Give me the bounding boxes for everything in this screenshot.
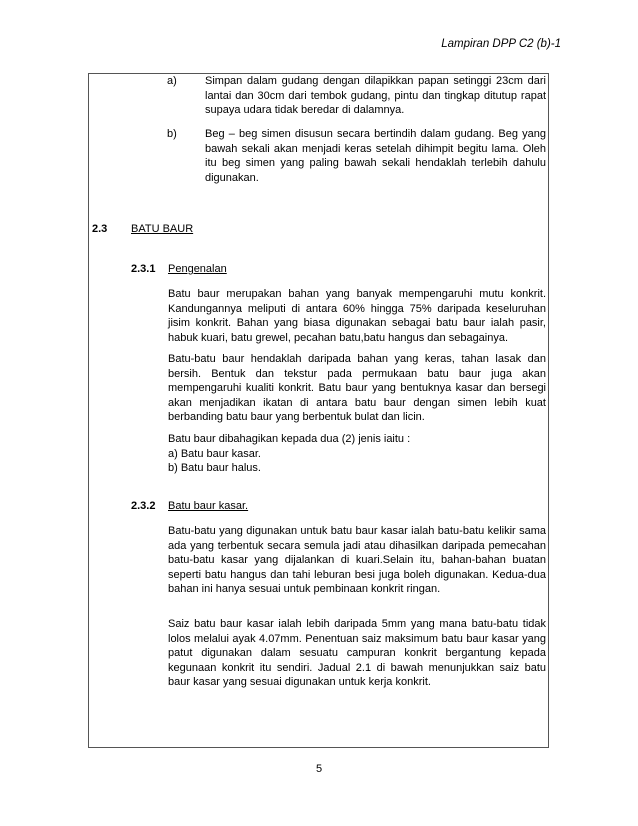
paragraph: Batu-batu baur hendaklah daripada bahan yang keras, tahan lasak dan bersih. Bentuk dan tekstur pada permukaan batu baur juga akan mempengaruhi kualiti konkrit. Batu baur yang bentuknya kasar dan bersegi akan menjadikan ikatan di antara batu baur dengan simen lebih kuat berbanding batu baur yang berbentuk bulat dan licin.: [168, 353, 546, 423]
paragraph: Saiz batu baur kasar ialah lebih daripada 5mm yang mana batu-batu tidak lolos melalui ayak 4.07mm. Penentuan saiz maksimum batu baur kasar yang patut digunakan dalam sesuatu campuran konkrit bergantung kepada kegunaan konkrit itu sendiri. Jadual 2.1 di bawah menunjukkan saiz batu baur kasar yang sesuai digunakan untuk kerja konkrit.: [168, 618, 546, 688]
list-marker: b): [167, 128, 177, 140]
section-title: BATU BAUR: [131, 223, 194, 235]
list-marker: a): [167, 75, 177, 87]
subsection-number: 2.3.2: [131, 500, 156, 512]
paragraph: Batu baur dibahagikan kepada dua (2) jenis iaitu :: [168, 433, 411, 445]
list-item: Simpan dalam gudang dengan dilapikkan papan setinggi 23cm dari lantai dan 30cm dari tembok gudang, pintu dan tingkap ditutup rapat supaya udara tidak beredar di dalamnya.: [205, 75, 546, 116]
page-number: 5: [315, 763, 323, 775]
paragraph: Batu baur merupakan bahan yang banyak mempengaruhi mutu konkrit. Kandungannya meliputi di antara 60% hingga 75% daripada keseluruhan jisim konkrit. Bahan yang biasa digunakan sebagai batu baur ialah pasir, habuk kuari, batu grewel, pecahan batu,batu hangus dan sebagainya.: [168, 288, 546, 344]
section-number: 2.3: [92, 223, 108, 235]
subsection-title: Batu baur kasar.: [168, 500, 249, 512]
subsection-title: Pengenalan: [168, 263, 227, 275]
list-item: a) Batu baur kasar.: [168, 448, 261, 460]
page-header: Lampiran DPP C2 (b)-1: [441, 38, 561, 50]
paragraph: Batu-batu yang digunakan untuk batu baur kasar ialah batu-batu kelikir sama ada yang terbentuk secara semula jadi atau dihasilkan daripada pemecahan batu-batu kasar yang dijalankan di kuari.Selain itu, bahan-bahan buatan seperti batu hangus dan tahi leburan besi juga boleh digunakan. Kedua-dua bahan ini hanya sesuai untuk pembinaan konkrit ringan.: [168, 525, 546, 595]
subsection-number: 2.3.1: [131, 263, 156, 275]
list-item: Beg – beg simen disusun secara bertindih dalam gudang. Beg yang bawah sekali akan menjadi keras setelah dihimpit begitu lama. Oleh itu beg simen yang paling bawah sekali hendaklah terlebih dahulu digunakan.: [205, 128, 546, 184]
list-item: b) Batu baur halus.: [168, 462, 261, 474]
